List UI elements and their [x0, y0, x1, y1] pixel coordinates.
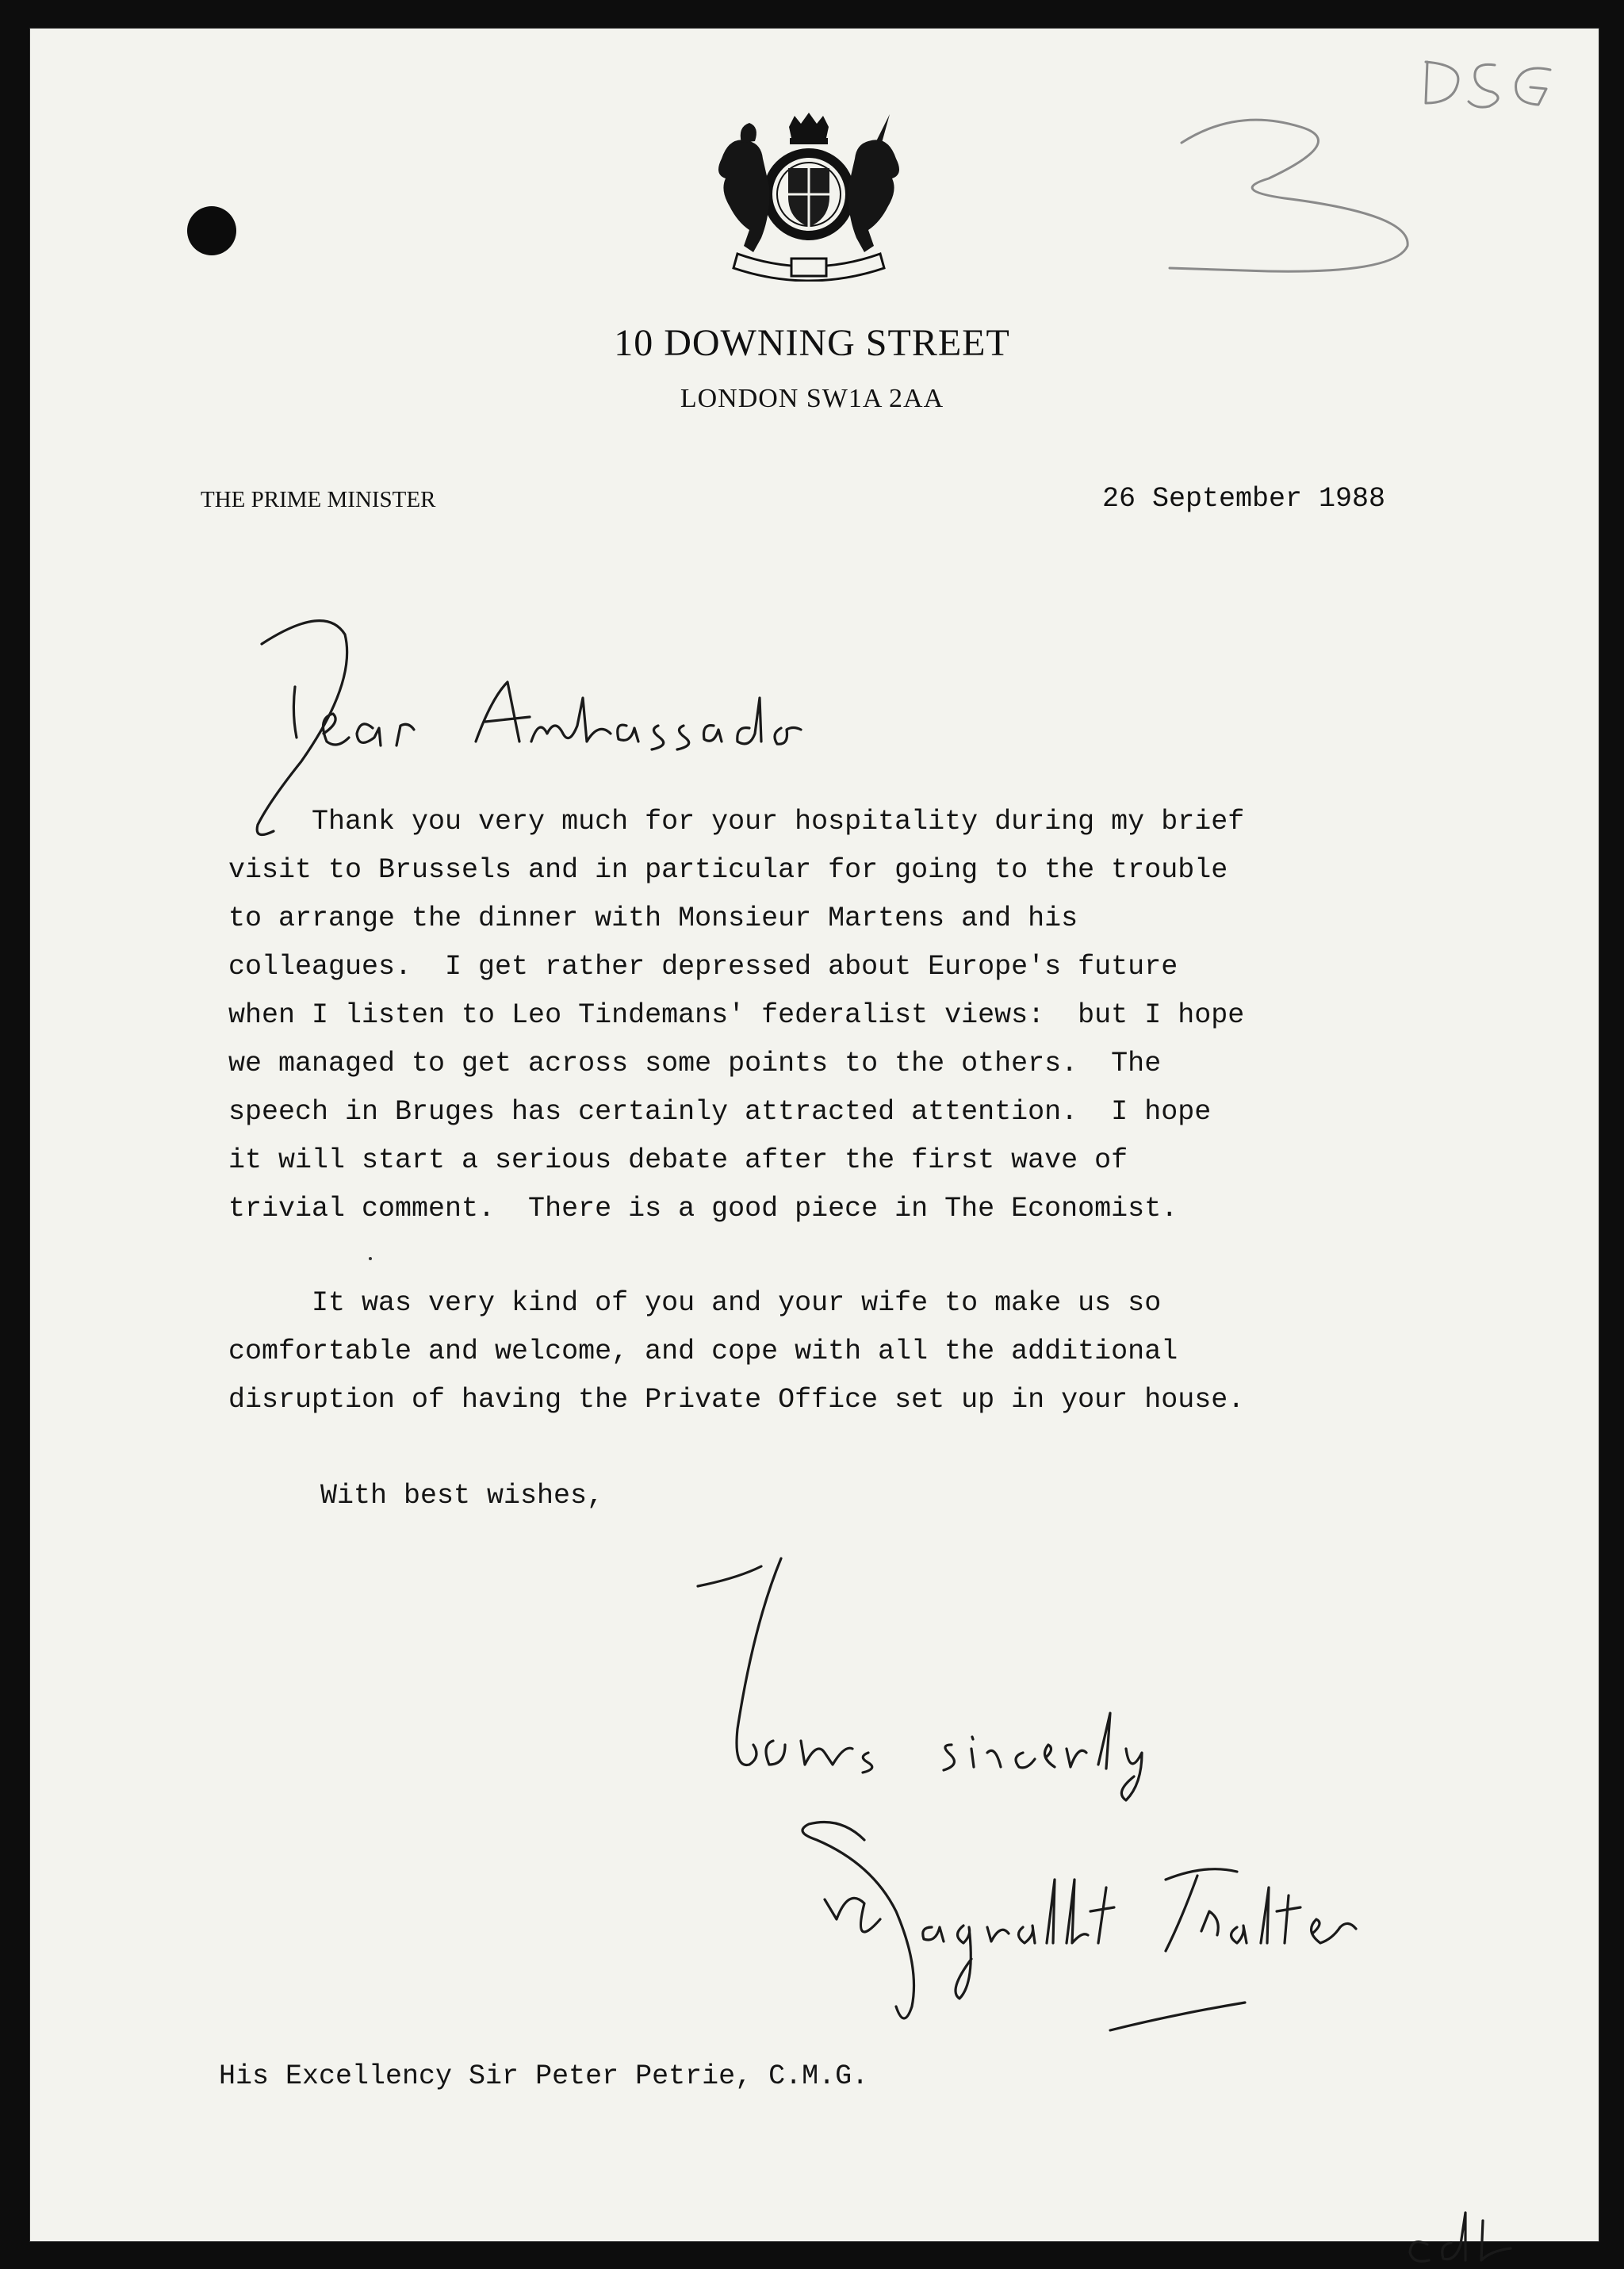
letter-date: 26 September 1988 [1102, 483, 1386, 515]
letterhead-address-line2: LONDON SW1A 2AA [680, 384, 944, 413]
stray-ink-dot [369, 1257, 372, 1260]
letterhead-address-line1: 10 DOWNING STREET [614, 322, 1010, 364]
closing-line: With best wishes, [320, 1480, 604, 1512]
royal-coat-of-arms-icon [706, 111, 912, 282]
body-paragraph-2: It was very kind of you and your wife to make us so comfortable and welcome, and cope with all the additional disruption of having the Private Office set up in your house. [228, 1287, 1245, 1416]
body-paragraph-1: Thank you very much for your hospitality during my brief visit to Brussels and in particular for going to the trouble to arrange the dinner with Monsieur Martens and his colleagues. I get rather depressed about Europe's future when I listen to Leo Tindemans' federalist views: but I hope we managed to get across some points to the others. The speech in Bruges has certainly attracted attention. I hope it will start a serious debate after the first wave of trivial comment. There is a good piece in The Economist. [228, 806, 1245, 1225]
sender-title: THE PRIME MINISTER [201, 487, 436, 512]
punch-hole [187, 206, 236, 255]
recipient-line: His Excellency Sir Peter Petrie, C.M.G. [219, 2060, 869, 2092]
